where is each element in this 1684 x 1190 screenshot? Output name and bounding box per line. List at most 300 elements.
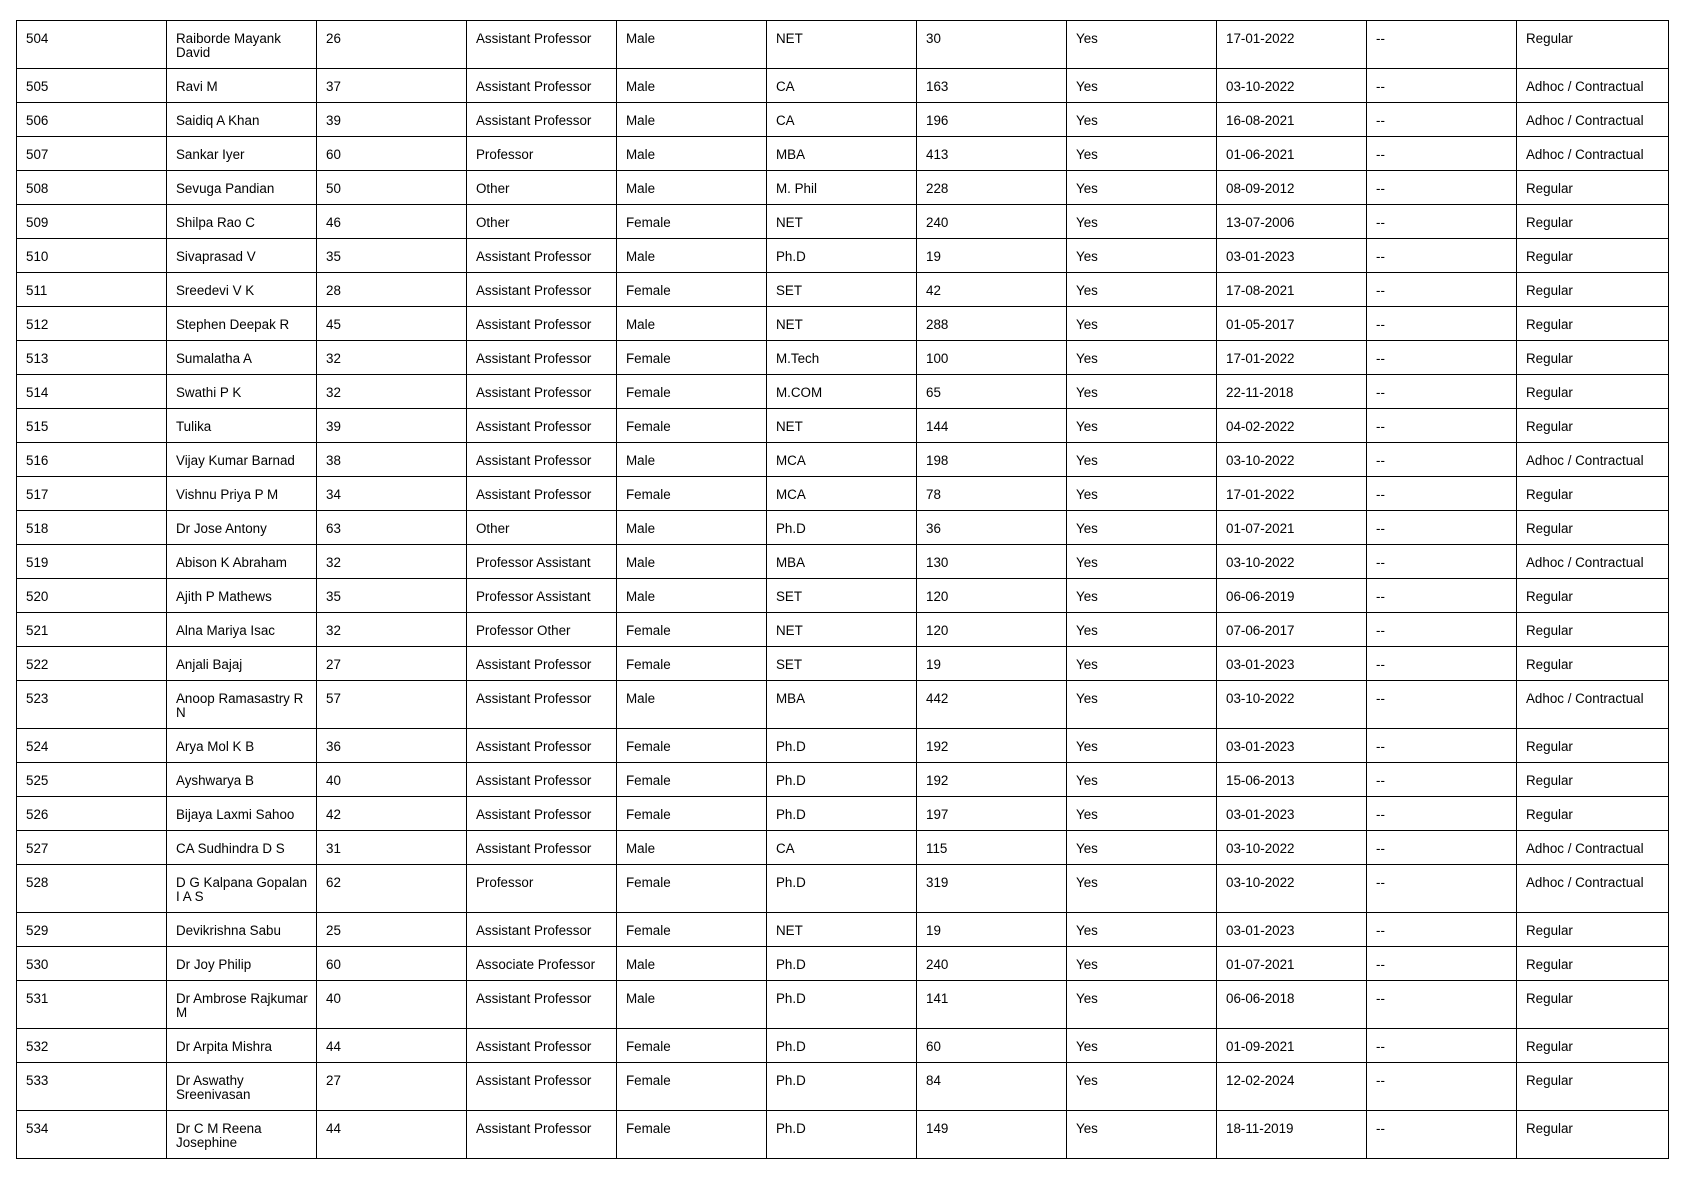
date-cell: 01-05-2017 <box>1217 307 1367 341</box>
row-number-cell: 507 <box>17 137 167 171</box>
designation-cell: Assistant Professor <box>467 1063 617 1111</box>
qualification-cell: MCA <box>767 477 917 511</box>
age-cell: 50 <box>317 171 467 205</box>
yes-cell: Yes <box>1067 729 1217 763</box>
age-cell: 32 <box>317 341 467 375</box>
appointment-type-cell: Regular <box>1517 613 1669 647</box>
dash-cell: -- <box>1367 137 1517 171</box>
table-row <box>17 477 1669 511</box>
table-row <box>17 137 1669 171</box>
yes-cell: Yes <box>1067 763 1217 797</box>
name-cell: Alna Mariya Isac <box>167 613 317 647</box>
name-cell: Dr Arpita Mishra <box>167 1029 317 1063</box>
date-cell: 01-09-2021 <box>1217 1029 1367 1063</box>
appointment-type-cell: Regular <box>1517 947 1669 981</box>
designation-cell: Assistant Professor <box>467 477 617 511</box>
table-body <box>17 21 1669 1159</box>
date-cell: 03-10-2022 <box>1217 545 1367 579</box>
appointment-type-cell: Regular <box>1517 1111 1669 1159</box>
qualification-cell: Ph.D <box>767 1029 917 1063</box>
table-row <box>17 103 1669 137</box>
gender-cell: Female <box>617 913 767 947</box>
appointment-type-cell: Regular <box>1517 341 1669 375</box>
experience-cell: 19 <box>917 647 1067 681</box>
appointment-type-cell: Regular <box>1517 171 1669 205</box>
experience-cell: 163 <box>917 69 1067 103</box>
qualification-cell: MBA <box>767 681 917 729</box>
row-number-cell: 534 <box>17 1111 167 1159</box>
designation-cell: Assistant Professor <box>467 239 617 273</box>
row-number-cell: 511 <box>17 273 167 307</box>
age-cell: 36 <box>317 729 467 763</box>
yes-cell: Yes <box>1067 1029 1217 1063</box>
gender-cell: Male <box>617 981 767 1029</box>
experience-cell: 192 <box>917 729 1067 763</box>
designation-cell: Assistant Professor <box>467 341 617 375</box>
date-cell: 03-01-2023 <box>1217 239 1367 273</box>
designation-cell: Assistant Professor <box>467 797 617 831</box>
table-row <box>17 21 1669 69</box>
yes-cell: Yes <box>1067 21 1217 69</box>
qualification-cell: NET <box>767 205 917 239</box>
table-row <box>17 205 1669 239</box>
gender-cell: Male <box>617 545 767 579</box>
experience-cell: 78 <box>917 477 1067 511</box>
experience-cell: 413 <box>917 137 1067 171</box>
yes-cell: Yes <box>1067 1111 1217 1159</box>
designation-cell: Other <box>467 511 617 545</box>
dash-cell: -- <box>1367 443 1517 477</box>
date-cell: 17-08-2021 <box>1217 273 1367 307</box>
appointment-type-cell: Regular <box>1517 477 1669 511</box>
appointment-type-cell: Regular <box>1517 205 1669 239</box>
dash-cell: -- <box>1367 913 1517 947</box>
experience-cell: 100 <box>917 341 1067 375</box>
qualification-cell: CA <box>767 103 917 137</box>
table-row <box>17 947 1669 981</box>
designation-cell: Professor Assistant <box>467 545 617 579</box>
age-cell: 42 <box>317 797 467 831</box>
dash-cell: -- <box>1367 1111 1517 1159</box>
age-cell: 40 <box>317 981 467 1029</box>
row-number-cell: 504 <box>17 21 167 69</box>
table-row <box>17 913 1669 947</box>
yes-cell: Yes <box>1067 137 1217 171</box>
gender-cell: Male <box>617 681 767 729</box>
yes-cell: Yes <box>1067 613 1217 647</box>
table-row <box>17 307 1669 341</box>
age-cell: 38 <box>317 443 467 477</box>
designation-cell: Professor <box>467 137 617 171</box>
date-cell: 07-06-2017 <box>1217 613 1367 647</box>
name-cell: Stephen Deepak R <box>167 307 317 341</box>
row-number-cell: 514 <box>17 375 167 409</box>
yes-cell: Yes <box>1067 443 1217 477</box>
table-row <box>17 409 1669 443</box>
gender-cell: Male <box>617 947 767 981</box>
yes-cell: Yes <box>1067 341 1217 375</box>
dash-cell: -- <box>1367 865 1517 913</box>
gender-cell: Female <box>617 1063 767 1111</box>
age-cell: 45 <box>317 307 467 341</box>
dash-cell: -- <box>1367 239 1517 273</box>
designation-cell: Professor Other <box>467 613 617 647</box>
dash-cell: -- <box>1367 947 1517 981</box>
dash-cell: -- <box>1367 579 1517 613</box>
experience-cell: 192 <box>917 763 1067 797</box>
gender-cell: Female <box>617 375 767 409</box>
experience-cell: 228 <box>917 171 1067 205</box>
gender-cell: Female <box>617 613 767 647</box>
gender-cell: Female <box>617 647 767 681</box>
experience-cell: 144 <box>917 409 1067 443</box>
yes-cell: Yes <box>1067 239 1217 273</box>
yes-cell: Yes <box>1067 409 1217 443</box>
date-cell: 03-01-2023 <box>1217 913 1367 947</box>
experience-cell: 19 <box>917 239 1067 273</box>
qualification-cell: NET <box>767 307 917 341</box>
dash-cell: -- <box>1367 511 1517 545</box>
gender-cell: Female <box>617 763 767 797</box>
yes-cell: Yes <box>1067 375 1217 409</box>
row-number-cell: 533 <box>17 1063 167 1111</box>
age-cell: 37 <box>317 69 467 103</box>
yes-cell: Yes <box>1067 913 1217 947</box>
yes-cell: Yes <box>1067 477 1217 511</box>
qualification-cell: NET <box>767 613 917 647</box>
row-number-cell: 519 <box>17 545 167 579</box>
experience-cell: 42 <box>917 273 1067 307</box>
qualification-cell: CA <box>767 69 917 103</box>
row-number-cell: 522 <box>17 647 167 681</box>
dash-cell: -- <box>1367 647 1517 681</box>
designation-cell: Assistant Professor <box>467 647 617 681</box>
designation-cell: Assistant Professor <box>467 1029 617 1063</box>
appointment-type-cell: Adhoc / Contractual <box>1517 69 1669 103</box>
name-cell: CA Sudhindra D S <box>167 831 317 865</box>
appointment-type-cell: Regular <box>1517 511 1669 545</box>
date-cell: 17-01-2022 <box>1217 477 1367 511</box>
qualification-cell: Ph.D <box>767 511 917 545</box>
date-cell: 17-01-2022 <box>1217 341 1367 375</box>
name-cell: Sumalatha A <box>167 341 317 375</box>
gender-cell: Male <box>617 307 767 341</box>
table-row <box>17 171 1669 205</box>
row-number-cell: 526 <box>17 797 167 831</box>
gender-cell: Male <box>617 21 767 69</box>
qualification-cell: Ph.D <box>767 1063 917 1111</box>
experience-cell: 319 <box>917 865 1067 913</box>
dash-cell: -- <box>1367 1063 1517 1111</box>
yes-cell: Yes <box>1067 681 1217 729</box>
row-number-cell: 508 <box>17 171 167 205</box>
appointment-type-cell: Regular <box>1517 409 1669 443</box>
experience-cell: 19 <box>917 913 1067 947</box>
qualification-cell: Ph.D <box>767 729 917 763</box>
dash-cell: -- <box>1367 1029 1517 1063</box>
designation-cell: Assistant Professor <box>467 103 617 137</box>
name-cell: Ravi M <box>167 69 317 103</box>
experience-cell: 141 <box>917 981 1067 1029</box>
appointment-type-cell: Adhoc / Contractual <box>1517 443 1669 477</box>
date-cell: 22-11-2018 <box>1217 375 1367 409</box>
experience-cell: 60 <box>917 1029 1067 1063</box>
table-row <box>17 1111 1669 1159</box>
qualification-cell: Ph.D <box>767 763 917 797</box>
table-row <box>17 1063 1669 1111</box>
appointment-type-cell: Regular <box>1517 375 1669 409</box>
designation-cell: Assistant Professor <box>467 443 617 477</box>
gender-cell: Female <box>617 409 767 443</box>
experience-cell: 198 <box>917 443 1067 477</box>
name-cell: Sankar Iyer <box>167 137 317 171</box>
row-number-cell: 506 <box>17 103 167 137</box>
yes-cell: Yes <box>1067 797 1217 831</box>
appointment-type-cell: Regular <box>1517 797 1669 831</box>
gender-cell: Female <box>617 273 767 307</box>
yes-cell: Yes <box>1067 103 1217 137</box>
qualification-cell: MBA <box>767 545 917 579</box>
age-cell: 31 <box>317 831 467 865</box>
name-cell: Tulika <box>167 409 317 443</box>
qualification-cell: Ph.D <box>767 797 917 831</box>
table-row <box>17 1029 1669 1063</box>
age-cell: 32 <box>317 545 467 579</box>
age-cell: 60 <box>317 947 467 981</box>
name-cell: Saidiq A Khan <box>167 103 317 137</box>
row-number-cell: 524 <box>17 729 167 763</box>
gender-cell: Male <box>617 443 767 477</box>
qualification-cell: Ph.D <box>767 239 917 273</box>
qualification-cell: M.Tech <box>767 341 917 375</box>
yes-cell: Yes <box>1067 865 1217 913</box>
table-row <box>17 375 1669 409</box>
dash-cell: -- <box>1367 307 1517 341</box>
qualification-cell: NET <box>767 21 917 69</box>
designation-cell: Assistant Professor <box>467 375 617 409</box>
dash-cell: -- <box>1367 273 1517 307</box>
qualification-cell: Ph.D <box>767 947 917 981</box>
designation-cell: Associate Professor <box>467 947 617 981</box>
age-cell: 35 <box>317 239 467 273</box>
appointment-type-cell: Regular <box>1517 307 1669 341</box>
yes-cell: Yes <box>1067 981 1217 1029</box>
qualification-cell: SET <box>767 273 917 307</box>
gender-cell: Male <box>617 239 767 273</box>
row-number-cell: 518 <box>17 511 167 545</box>
appointment-type-cell: Regular <box>1517 647 1669 681</box>
experience-cell: 196 <box>917 103 1067 137</box>
row-number-cell: 509 <box>17 205 167 239</box>
row-number-cell: 517 <box>17 477 167 511</box>
gender-cell: Male <box>617 103 767 137</box>
name-cell: Dr Jose Antony <box>167 511 317 545</box>
qualification-cell: NET <box>767 409 917 443</box>
yes-cell: Yes <box>1067 1063 1217 1111</box>
age-cell: 62 <box>317 865 467 913</box>
yes-cell: Yes <box>1067 647 1217 681</box>
designation-cell: Assistant Professor <box>467 831 617 865</box>
age-cell: 44 <box>317 1029 467 1063</box>
qualification-cell: SET <box>767 579 917 613</box>
date-cell: 03-01-2023 <box>1217 647 1367 681</box>
name-cell: D G Kalpana Gopalan I A S <box>167 865 317 913</box>
table-row <box>17 729 1669 763</box>
date-cell: 03-10-2022 <box>1217 69 1367 103</box>
designation-cell: Assistant Professor <box>467 273 617 307</box>
gender-cell: Male <box>617 511 767 545</box>
appointment-type-cell: Regular <box>1517 1029 1669 1063</box>
qualification-cell: NET <box>767 913 917 947</box>
appointment-type-cell: Regular <box>1517 763 1669 797</box>
appointment-type-cell: Regular <box>1517 1063 1669 1111</box>
date-cell: 17-01-2022 <box>1217 21 1367 69</box>
dash-cell: -- <box>1367 341 1517 375</box>
gender-cell: Female <box>617 1111 767 1159</box>
name-cell: Shilpa Rao C <box>167 205 317 239</box>
table-row <box>17 69 1669 103</box>
experience-cell: 288 <box>917 307 1067 341</box>
yes-cell: Yes <box>1067 307 1217 341</box>
dash-cell: -- <box>1367 797 1517 831</box>
name-cell: Dr Aswathy Sreenivasan <box>167 1063 317 1111</box>
age-cell: 63 <box>317 511 467 545</box>
designation-cell: Assistant Professor <box>467 913 617 947</box>
date-cell: 03-10-2022 <box>1217 681 1367 729</box>
appointment-type-cell: Adhoc / Contractual <box>1517 831 1669 865</box>
name-cell: Abison K Abraham <box>167 545 317 579</box>
date-cell: 03-10-2022 <box>1217 443 1367 477</box>
name-cell: Anjali Bajaj <box>167 647 317 681</box>
age-cell: 60 <box>317 137 467 171</box>
gender-cell: Female <box>617 865 767 913</box>
row-number-cell: 530 <box>17 947 167 981</box>
appointment-type-cell: Adhoc / Contractual <box>1517 545 1669 579</box>
age-cell: 26 <box>317 21 467 69</box>
table-row <box>17 865 1669 913</box>
dash-cell: -- <box>1367 69 1517 103</box>
designation-cell: Assistant Professor <box>467 729 617 763</box>
row-number-cell: 532 <box>17 1029 167 1063</box>
dash-cell: -- <box>1367 205 1517 239</box>
gender-cell: Female <box>617 477 767 511</box>
name-cell: Swathi P K <box>167 375 317 409</box>
designation-cell: Assistant Professor <box>467 409 617 443</box>
appointment-type-cell: Regular <box>1517 913 1669 947</box>
table-row <box>17 831 1669 865</box>
dash-cell: -- <box>1367 613 1517 647</box>
table-row <box>17 273 1669 307</box>
qualification-cell: Ph.D <box>767 981 917 1029</box>
experience-cell: 120 <box>917 579 1067 613</box>
date-cell: 06-06-2018 <box>1217 981 1367 1029</box>
age-cell: 27 <box>317 647 467 681</box>
gender-cell: Male <box>617 137 767 171</box>
table-row <box>17 613 1669 647</box>
appointment-type-cell: Adhoc / Contractual <box>1517 137 1669 171</box>
yes-cell: Yes <box>1067 545 1217 579</box>
table-row <box>17 647 1669 681</box>
row-number-cell: 531 <box>17 981 167 1029</box>
table-row <box>17 239 1669 273</box>
table-row <box>17 681 1669 729</box>
gender-cell: Female <box>617 341 767 375</box>
dash-cell: -- <box>1367 21 1517 69</box>
row-number-cell: 516 <box>17 443 167 477</box>
appointment-type-cell: Adhoc / Contractual <box>1517 103 1669 137</box>
designation-cell: Professor Assistant <box>467 579 617 613</box>
age-cell: 28 <box>317 273 467 307</box>
name-cell: Vishnu Priya P M <box>167 477 317 511</box>
dash-cell: -- <box>1367 729 1517 763</box>
experience-cell: 30 <box>917 21 1067 69</box>
appointment-type-cell: Regular <box>1517 21 1669 69</box>
gender-cell: Male <box>617 171 767 205</box>
appointment-type-cell: Regular <box>1517 579 1669 613</box>
age-cell: 44 <box>317 1111 467 1159</box>
qualification-cell: MCA <box>767 443 917 477</box>
table-row <box>17 981 1669 1029</box>
row-number-cell: 529 <box>17 913 167 947</box>
dash-cell: -- <box>1367 409 1517 443</box>
name-cell: Sevuga Pandian <box>167 171 317 205</box>
date-cell: 08-09-2012 <box>1217 171 1367 205</box>
gender-cell: Female <box>617 729 767 763</box>
row-number-cell: 513 <box>17 341 167 375</box>
age-cell: 25 <box>317 913 467 947</box>
dash-cell: -- <box>1367 681 1517 729</box>
gender-cell: Female <box>617 1029 767 1063</box>
experience-cell: 442 <box>917 681 1067 729</box>
experience-cell: 197 <box>917 797 1067 831</box>
experience-cell: 149 <box>917 1111 1067 1159</box>
name-cell: Arya Mol K B <box>167 729 317 763</box>
gender-cell: Female <box>617 797 767 831</box>
designation-cell: Assistant Professor <box>467 1111 617 1159</box>
date-cell: 04-02-2022 <box>1217 409 1367 443</box>
date-cell: 03-01-2023 <box>1217 797 1367 831</box>
name-cell: Anoop Ramasastry R N <box>167 681 317 729</box>
experience-cell: 36 <box>917 511 1067 545</box>
date-cell: 06-06-2019 <box>1217 579 1367 613</box>
row-number-cell: 525 <box>17 763 167 797</box>
qualification-cell: M. Phil <box>767 171 917 205</box>
name-cell: Bijaya Laxmi Sahoo <box>167 797 317 831</box>
dash-cell: -- <box>1367 545 1517 579</box>
name-cell: Sreedevi V K <box>167 273 317 307</box>
yes-cell: Yes <box>1067 831 1217 865</box>
experience-cell: 130 <box>917 545 1067 579</box>
row-number-cell: 527 <box>17 831 167 865</box>
qualification-cell: Ph.D <box>767 1111 917 1159</box>
row-number-cell: 515 <box>17 409 167 443</box>
designation-cell: Assistant Professor <box>467 981 617 1029</box>
yes-cell: Yes <box>1067 171 1217 205</box>
qualification-cell: MBA <box>767 137 917 171</box>
dash-cell: -- <box>1367 171 1517 205</box>
table-row <box>17 443 1669 477</box>
yes-cell: Yes <box>1067 579 1217 613</box>
experience-cell: 240 <box>917 947 1067 981</box>
table-row <box>17 511 1669 545</box>
age-cell: 34 <box>317 477 467 511</box>
name-cell: Dr C M Reena Josephine <box>167 1111 317 1159</box>
name-cell: Ayshwarya B <box>167 763 317 797</box>
name-cell: Vijay Kumar Barnad <box>167 443 317 477</box>
table-row <box>17 579 1669 613</box>
dash-cell: -- <box>1367 981 1517 1029</box>
experience-cell: 65 <box>917 375 1067 409</box>
